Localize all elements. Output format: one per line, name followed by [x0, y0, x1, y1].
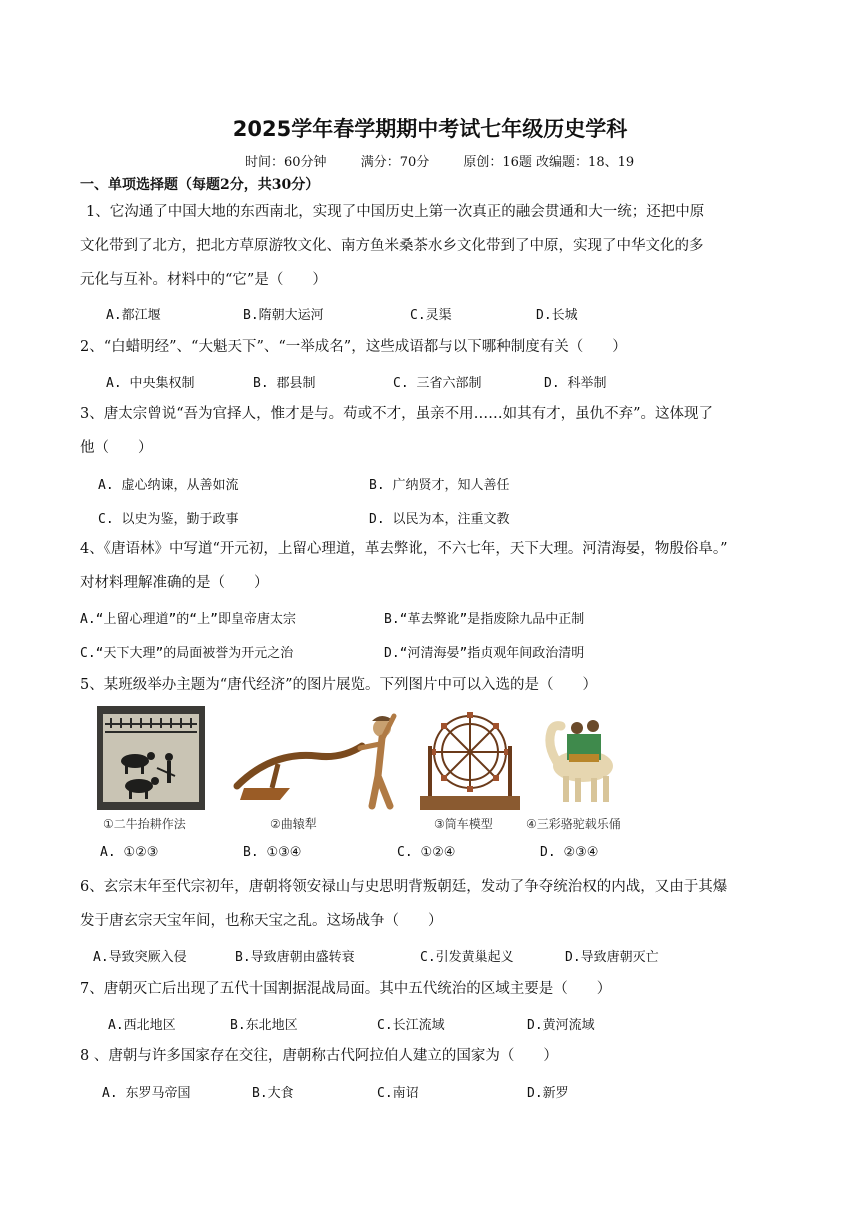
question-8-option-d: D.新罗 — [527, 1086, 569, 1101]
question-3-option-b: B. 广纳贤才，知人善任 — [369, 478, 510, 493]
question-5-option-c: C. ①②④ — [397, 845, 456, 860]
question-4-line-1: 4、《唐语林》中写道“开元初，上留心理道，革去弊讹，不六七年，天下大理。河清海晏，物殷俗阜。” — [80, 541, 728, 557]
exam-meta — [245, 151, 664, 170]
exam-time: 时间：60分钟 — [245, 155, 327, 170]
image-caption-4: ④三彩骆驼载乐俑 — [526, 817, 621, 831]
question-1-line-3: 元化与互补。材料中的“它”是（ ） — [80, 272, 327, 288]
image-caption-1: ①二牛抬耕作法 — [103, 817, 186, 831]
question-2-line-1: 2、“白蜡明经”、“大魁天下”、“一举成名”，这些成语都与以下哪种制度有关（ ） — [80, 339, 627, 355]
question-8-option-a: A. 东罗马帝国 — [102, 1086, 191, 1101]
question-1-option-c: C.灵渠 — [410, 308, 452, 323]
exam-source: 原创：16题 改编题：18、19 — [463, 155, 635, 170]
question-6-option-d: D.导致唐朝灭亡 — [565, 950, 659, 965]
question-8-line-1: 8 、唐朝与许多国家存在交往，唐朝称古代阿拉伯人建立的国家为（ ） — [80, 1048, 558, 1064]
question-1-option-d: D.长城 — [536, 308, 578, 323]
question-6-line-2: 发于唐玄宗天宝年间，也称天宝之乱。这场战争（ ） — [80, 913, 443, 929]
question-5-option-a: A. ①②③ — [100, 845, 159, 860]
curved-plough-image — [232, 706, 400, 810]
image-caption-2: ②曲辕犁 — [270, 817, 317, 831]
question-6-line-1: 6、玄宗末年至代宗初年，唐朝将领安禄山与史思明背叛朝廷，发动了争夺统治权的内战，又由于其爆 — [80, 879, 728, 895]
question-8-option-c: C.南诏 — [377, 1086, 419, 1101]
section-heading: 一、单项选择题（每题2分，共30分） — [80, 177, 320, 193]
question-3-option-c: C. 以史为鉴，勤于政事 — [98, 512, 239, 527]
question-6-option-b: B.导致唐朝由盛转衰 — [235, 950, 355, 965]
question-7-option-c: C.长江流域 — [377, 1018, 445, 1033]
question-3-line-1: 3、唐太宗曾说“吾为官择人，惟才是与。苟或不才，虽亲不用……如其有才，虽仇不弃”。这体现了 — [80, 406, 714, 422]
question-6-option-a: A.导致突厥入侵 — [93, 950, 187, 965]
question-2-option-a: A. 中央集权制 — [106, 376, 195, 391]
question-5-line-1: 5、某班级举办主题为“唐代经济”的图片展览。下列图片中可以入选的是（ ） — [80, 677, 598, 693]
question-3-line-2: 他（ ） — [80, 440, 153, 456]
question-3-option-d: D. 以民为本，注重文教 — [369, 512, 510, 527]
question-4-line-2: 对材料理解准确的是（ ） — [80, 575, 269, 591]
question-5-option-d: D. ②③④ — [540, 845, 599, 860]
question-7-option-a: A.西北地区 — [108, 1018, 176, 1033]
question-1-line-2: 文化带到了北方，把北方草原游牧文化、南方鱼米桑茶水乡文化带到了中原，实现了中华文化的多 — [80, 238, 704, 254]
question-1-option-a: A.都江堰 — [106, 308, 161, 323]
question-6-option-c: C.引发黄巢起义 — [420, 950, 514, 965]
question-7-option-b: B.东北地区 — [230, 1018, 298, 1033]
question-7-option-d: D.黄河流域 — [527, 1018, 595, 1033]
image-caption-3: ③筒车模型 — [434, 817, 493, 831]
question-7-line-1: 7、唐朝灭亡后出现了五代十国割据混战局面。其中五代统治的区域主要是（ ） — [80, 981, 612, 997]
question-2-option-d: D. 科举制 — [544, 376, 607, 391]
two-oxen-plowing-image — [97, 706, 205, 810]
page-title: 2025学年春学期期中考试七年级历史学科 — [232, 117, 628, 141]
question-3-option-a: A. 虚心纳谏，从善如流 — [98, 478, 239, 493]
question-1-line-1: 1、它沟通了中国大地的东西南北，实现了中国历史上第一次真正的融会贯通和大一统；还把中原 — [86, 204, 705, 220]
question-4-option-d: D.“河清海晏”指贞观年间政治清明 — [384, 646, 585, 661]
question-8-option-b: B.大食 — [252, 1086, 294, 1101]
question-4-option-c: C.“天下大理”的局面被誉为开元之治 — [80, 646, 294, 661]
exam-score: 满分：70分 — [360, 155, 430, 170]
question-2-option-b: B. 郡县制 — [253, 376, 316, 391]
question-4-option-b: B.“革去弊讹”是指废除九品中正制 — [384, 612, 585, 627]
question-1-option-b: B.隋朝大运河 — [243, 308, 324, 323]
question-2-option-c: C. 三省六部制 — [393, 376, 482, 391]
sancai-camel-image — [533, 706, 633, 810]
question-5-option-b: B. ①③④ — [243, 845, 302, 860]
question-4-option-a: A.“上留心理道”的“上”即皇帝唐太宗 — [80, 612, 296, 627]
waterwheel-model-image — [420, 706, 520, 810]
